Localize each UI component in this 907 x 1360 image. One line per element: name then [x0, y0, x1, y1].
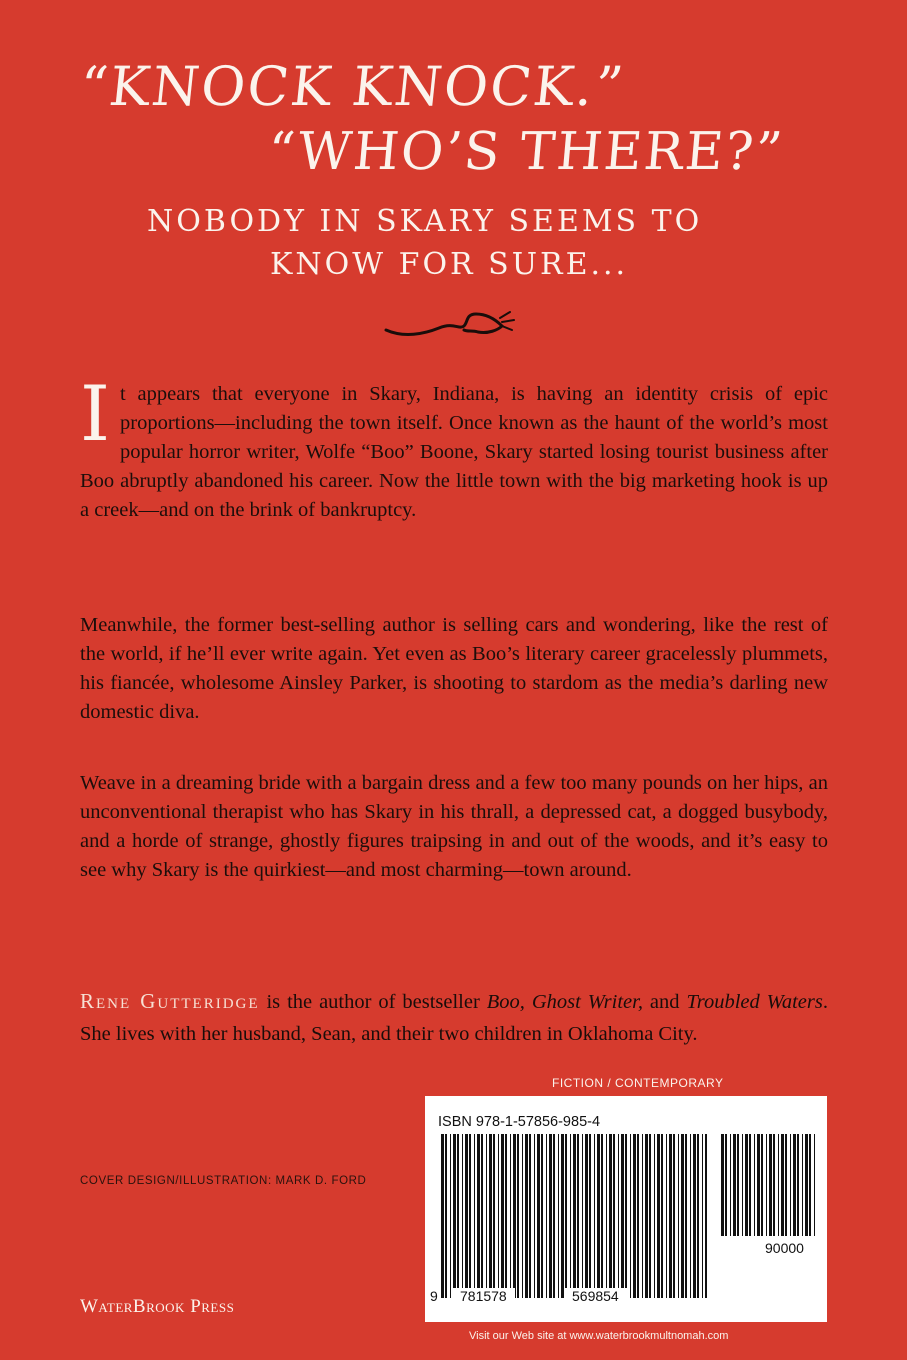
- barcode-bar: [570, 1134, 571, 1298]
- barcode-bar: [693, 1134, 696, 1298]
- barcode-bar: [809, 1134, 811, 1236]
- barcode-bar: [558, 1134, 559, 1298]
- barcode-bar: [474, 1134, 475, 1298]
- barcode-bar: [573, 1134, 576, 1298]
- barcode-bar: [565, 1134, 567, 1298]
- barcode-bar: [805, 1134, 808, 1236]
- dropcap-letter: I: [80, 369, 111, 458]
- squiggle-ornament-icon: [384, 308, 524, 348]
- barcode-bar: [541, 1134, 543, 1298]
- barcode-bar: [601, 1134, 603, 1298]
- barcode-bar: [721, 1134, 724, 1236]
- bio-text-2: and: [642, 991, 687, 1013]
- barcode-bar: [589, 1134, 591, 1298]
- barcode-bar: [510, 1134, 511, 1298]
- book-title-1: Boo, Ghost Writer,: [486, 991, 643, 1013]
- barcode-bar: [778, 1134, 779, 1236]
- tagline-line-2: KNOW FOR SURE...: [270, 247, 629, 282]
- barcode-bar: [498, 1134, 499, 1298]
- barcode-bar: [678, 1134, 679, 1298]
- barcode-bar: [486, 1134, 487, 1298]
- barcode-bar: [745, 1134, 748, 1236]
- description-paragraph-3: Weave in a dreaming bride with a bargain dress and a few too many pounds on her hips, an unconventional therapist who has Skary in his thrall, a depressed cat, a dogged busybody, and a horde of strange, ghostly figures traipsing in and out of the woods, and it’s easy to see why Skary is the quirkiest—and most charming—town around.: [80, 772, 828, 881]
- author-name: Rene Gutteridge: [80, 989, 260, 1013]
- barcode-bar: [537, 1134, 540, 1298]
- barcode-bar: [597, 1134, 600, 1298]
- barcode-bar: [621, 1134, 624, 1298]
- bio-text-3: . She lives with her husband, Sean, and their two children in Oklahoma City.: [80, 991, 828, 1045]
- barcode-bar: [757, 1134, 760, 1236]
- book-title-2: Troubled Waters: [686, 991, 823, 1013]
- barcode-bar: [702, 1134, 703, 1298]
- barcode-bar: [549, 1134, 552, 1298]
- barcode-bar: [697, 1134, 699, 1298]
- price-code: 90000: [765, 1240, 804, 1256]
- barcode-bar: [802, 1134, 803, 1236]
- barcode-bar: [666, 1134, 667, 1298]
- barcode-digit-first: 9: [430, 1288, 438, 1304]
- barcode-bar: [785, 1134, 787, 1236]
- barcode-bar: [657, 1134, 660, 1298]
- barcode-bar: [477, 1134, 480, 1298]
- barcode-bar: [561, 1134, 564, 1298]
- barcode-digits-right: 569854: [564, 1288, 627, 1304]
- cover-credit: COVER DESIGN/ILLUSTRATION: MARK D. FORD: [80, 1175, 367, 1187]
- barcode-bar: [725, 1134, 727, 1236]
- barcode-bar: [450, 1134, 451, 1298]
- barcode-bar: [690, 1134, 691, 1298]
- barcode-bar: [781, 1134, 784, 1236]
- tagline-line-1: NOBODY IN SKARY SEEMS TO: [147, 204, 703, 239]
- barcode-bar: [613, 1134, 615, 1298]
- barcode-bar: [685, 1134, 687, 1298]
- headline-line-1: “KNOCK KNOCK.”: [76, 55, 628, 118]
- barcode-bar: [501, 1134, 504, 1298]
- barcode-bar: [625, 1134, 627, 1298]
- barcode-bar: [609, 1134, 612, 1298]
- barcode-bar: [681, 1134, 684, 1298]
- description-paragraph-2: Meanwhile, the former best-selling author is selling cars and wondering, like the rest of the world, if he’ll ever write again. Yet even as Boo’s literary career gracelessly plummets, his fiancée, wholesome Ainsley Parker, is shooting to stardom as the media’s darling new domestic diva.: [80, 614, 828, 723]
- barcode-bar: [730, 1134, 731, 1236]
- barcode-bar: [637, 1134, 639, 1298]
- description-paragraph-1: [80, 369, 828, 525]
- barcode-bar: [441, 1134, 444, 1298]
- barcode-bar: [633, 1134, 636, 1298]
- barcode-bar: [761, 1134, 763, 1236]
- barcode-bar: [462, 1134, 463, 1298]
- barcode-bar: [705, 1134, 707, 1298]
- author-bio: [80, 985, 828, 1050]
- barcode-bar: [649, 1134, 651, 1298]
- barcode-panel: [425, 1096, 827, 1322]
- barcode-bar: [546, 1134, 547, 1298]
- barcode-bar: [582, 1134, 583, 1298]
- barcode-bar: [769, 1134, 772, 1236]
- barcode-bar: [661, 1134, 663, 1298]
- barcode-bar: [642, 1134, 643, 1298]
- barcode-bar: [529, 1134, 531, 1298]
- barcode-bar: [749, 1134, 751, 1236]
- barcode-bar: [814, 1134, 815, 1236]
- barcode-bar: [525, 1134, 528, 1298]
- barcode-bar: [669, 1134, 672, 1298]
- barcode-bar: [553, 1134, 555, 1298]
- barcode-bar: [577, 1134, 579, 1298]
- barcode-bar: [790, 1134, 791, 1236]
- barcode-bar: [594, 1134, 595, 1298]
- barcode-bar: [733, 1134, 736, 1236]
- barcode-digits-left: 781578: [452, 1288, 515, 1304]
- barcode-bar: [493, 1134, 495, 1298]
- barcode-bar: [618, 1134, 619, 1298]
- barcode-bar: [517, 1134, 519, 1298]
- barcode-bar: [465, 1134, 468, 1298]
- barcode-bar: [534, 1134, 535, 1298]
- barcode-bar: [606, 1134, 607, 1298]
- barcode-bar: [773, 1134, 775, 1236]
- description-paragraph-1-text: t appears that everyone in Skary, Indiana, is having an identity crisis of epic proportions—including the town itself. Once known as the haunt of the world’s most popular horror writer, Wolfe “Boo” Boone, Skary started losing tourist business after Boo abruptly abandoned his career. Now the little town with the big marketing hook is up a creek—and on the brink of bankruptcy.: [80, 383, 828, 521]
- barcode-bar: [481, 1134, 483, 1298]
- barcode-bar: [453, 1134, 456, 1298]
- barcode-bar: [585, 1134, 588, 1298]
- barcode-bar: [754, 1134, 755, 1236]
- barcode-bar: [793, 1134, 796, 1236]
- barcode-bar: [654, 1134, 655, 1298]
- barcode-bar: [513, 1134, 516, 1298]
- website-url: Visit our Web site at www.waterbrookmultnomah.com: [469, 1330, 729, 1342]
- publisher-logo-text: WaterBrook Press: [80, 1296, 235, 1317]
- barcode-bar: [630, 1134, 631, 1298]
- barcode-bar: [742, 1134, 743, 1236]
- barcode-bar: [737, 1134, 739, 1236]
- barcode-bar: [522, 1134, 523, 1298]
- isbn-label: ISBN 978-1-57856-985-4: [438, 1114, 601, 1130]
- barcode-bar: [469, 1134, 471, 1298]
- barcode-bar: [673, 1134, 675, 1298]
- barcode-bar: [489, 1134, 492, 1298]
- barcode-bar: [645, 1134, 648, 1298]
- barcode-bar: [797, 1134, 799, 1236]
- category-label: FICTION / CONTEMPORARY: [552, 1076, 724, 1090]
- barcode-bar: [457, 1134, 459, 1298]
- headline-line-2: “WHO’S THERE?”: [265, 122, 787, 182]
- barcode-bar: [766, 1134, 767, 1236]
- barcode-bar: [505, 1134, 507, 1298]
- barcode-bar: [445, 1134, 447, 1298]
- bio-text-1: is the author of bestseller: [259, 991, 487, 1013]
